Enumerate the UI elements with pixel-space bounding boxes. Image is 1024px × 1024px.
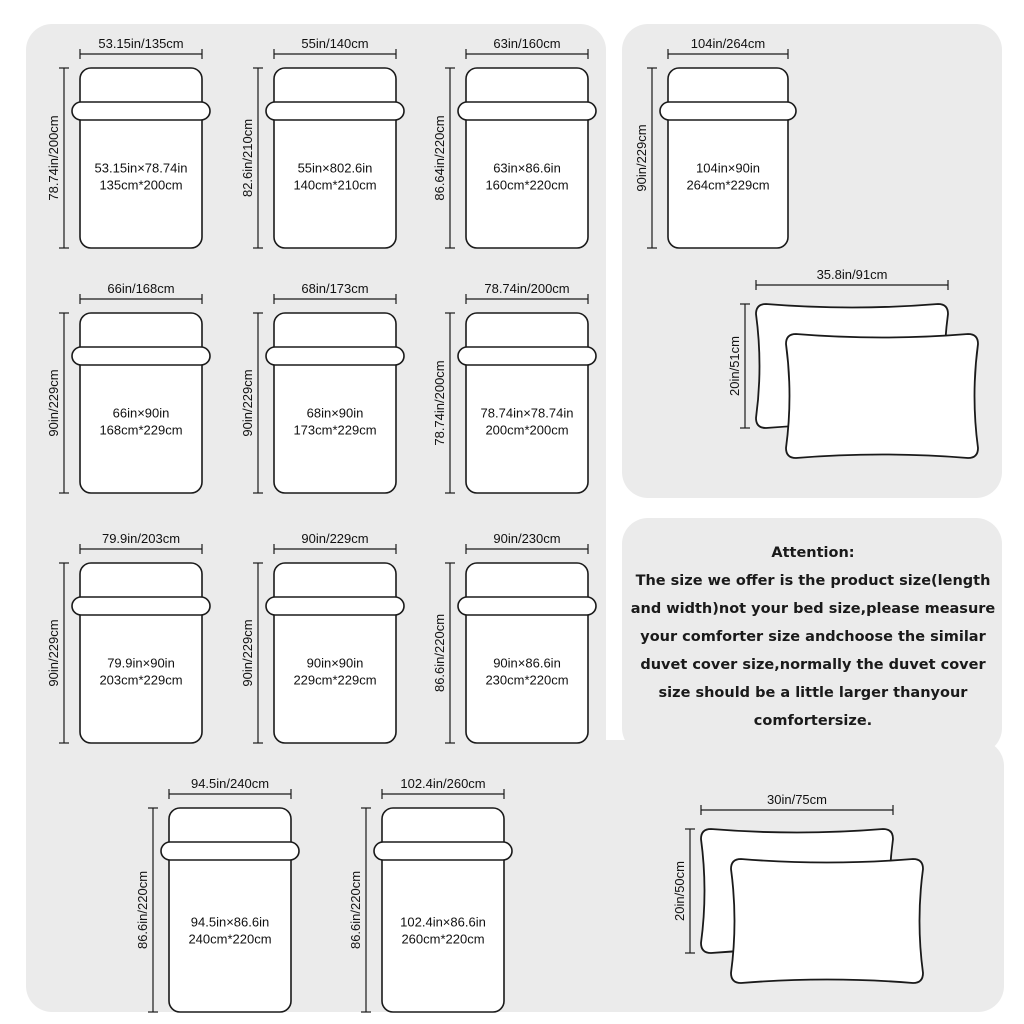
size-cm: 135cm*200cm [99, 177, 183, 193]
width-label: 55in/140cm [301, 36, 369, 51]
size-inches: 68in×90in [306, 405, 364, 421]
duvet-cover-outline [466, 313, 588, 493]
duvet-cover-6 [240, 281, 404, 493]
size-inches: 66in×90in [112, 405, 170, 421]
width-label: 63in/160cm [493, 36, 561, 51]
cover-band [458, 347, 596, 365]
cover-band [266, 102, 404, 120]
height-label: 90in/229cm [240, 619, 255, 687]
duvet-cover-2 [240, 36, 404, 248]
size-inches: 55in×802.6in [297, 160, 373, 176]
duvet-cover-3 [432, 36, 596, 248]
size-cm: 203cm*229cm [99, 672, 183, 688]
cover-band [458, 597, 596, 615]
duvet-cover-outline [169, 808, 291, 1012]
pillowcase-1 [727, 267, 978, 458]
cover-band [266, 347, 404, 365]
width-label: 53.15in/135cm [98, 36, 184, 51]
size-inches: 90in×86.6in [493, 655, 561, 671]
size-inches: 102.4in×86.6in [400, 914, 486, 930]
duvet-cover-8 [46, 531, 210, 743]
cover-band [458, 102, 596, 120]
cover-band [266, 597, 404, 615]
width-label: 78.74in/200cm [484, 281, 570, 296]
size-inches: 79.9in×90in [107, 655, 175, 671]
duvet-cover-outline [80, 68, 202, 248]
height-label: 90in/229cm [46, 619, 61, 687]
width-label: 90in/230cm [493, 531, 561, 546]
duvet-cover-11 [135, 776, 299, 1012]
duvet-cover-outline [466, 68, 588, 248]
width-label: 66in/168cm [107, 281, 175, 296]
width-label: 68in/173cm [301, 281, 369, 296]
attention-title: Attention: [771, 545, 855, 561]
size-cm: 173cm*229cm [293, 422, 377, 438]
size-cm: 168cm*229cm [99, 422, 183, 438]
duvet-cover-1 [46, 36, 210, 248]
duvet-cover-5 [46, 281, 210, 493]
duvet-cover-4 [634, 36, 796, 248]
height-label: 90in/229cm [240, 369, 255, 437]
width-label: 90in/229cm [301, 531, 369, 546]
size-cm: 160cm*220cm [485, 177, 569, 193]
size-cm: 200cm*200cm [485, 422, 569, 438]
size-cm: 260cm*220cm [401, 931, 485, 947]
cover-band [374, 842, 512, 860]
duvet-cover-outline [274, 68, 396, 248]
pillow-height-label: 20in/51cm [727, 336, 742, 396]
attention-body: The size we offer is the product size(length and width)not your bed size,please measure your comforter size andchoose the similar duvet cover size,normally the duvet cover size should be a little larger thanyour comfortersize. [630, 573, 996, 729]
width-label: 94.5in/240cm [190, 776, 270, 791]
duvet-cover-outline [274, 563, 396, 743]
duvet-cover-7 [432, 281, 596, 493]
height-label: 82.6in/210cm [240, 118, 255, 198]
duvet-cover-10 [432, 531, 596, 743]
duvet-cover-9 [240, 531, 404, 743]
size-inches: 104in×90in [696, 160, 760, 176]
duvet-cover-12 [348, 776, 512, 1012]
pillow-width-label: 30in/75cm [767, 792, 827, 807]
size-inches: 78.74in×78.74in [480, 405, 574, 421]
duvet-cover-outline [466, 563, 588, 743]
size-inches: 63in×86.6in [493, 160, 561, 176]
pillow-front-outline [786, 334, 978, 458]
height-label: 90in/229cm [46, 369, 61, 437]
width-label: 104in/264cm [690, 36, 766, 51]
height-label: 90in/229cm [634, 124, 649, 192]
width-label: 79.9in/203cm [101, 531, 181, 546]
size-cm: 229cm*229cm [293, 672, 377, 688]
duvet-cover-outline [274, 313, 396, 493]
size-cm: 140cm*210cm [293, 177, 377, 193]
width-label: 102.4in/260cm [400, 776, 486, 791]
attention-note [624, 522, 1002, 752]
duvet-cover-outline [80, 563, 202, 743]
cover-band [72, 597, 210, 615]
size-cm: 230cm*220cm [485, 672, 569, 688]
pillow-width-label: 35.8in/91cm [816, 267, 888, 282]
cover-band [161, 842, 299, 860]
size-inches: 53.15in×78.74in [94, 160, 188, 176]
height-label: 86.6in/220cm [135, 870, 150, 950]
cover-band [72, 347, 210, 365]
height-label: 78.74in/200cm [432, 360, 447, 446]
size-cm: 264cm*229cm [686, 177, 770, 193]
size-inches: 90in×90in [306, 655, 364, 671]
duvet-cover-outline [668, 68, 788, 248]
duvet-cover-outline [382, 808, 504, 1012]
pillow-front-outline [731, 859, 923, 983]
size-cm: 240cm*220cm [188, 931, 272, 947]
cover-band [72, 102, 210, 120]
height-label: 86.64in/220cm [432, 115, 447, 201]
size-inches: 94.5in×86.6in [190, 914, 270, 930]
duvet-cover-outline [80, 313, 202, 493]
cover-band [660, 102, 796, 120]
height-label: 86.6in/220cm [348, 870, 363, 950]
pillowcase-2 [672, 792, 923, 983]
pillow-height-label: 20in/50cm [672, 861, 687, 921]
height-label: 86.6in/220cm [432, 613, 447, 693]
height-label: 78.74in/200cm [46, 115, 61, 201]
